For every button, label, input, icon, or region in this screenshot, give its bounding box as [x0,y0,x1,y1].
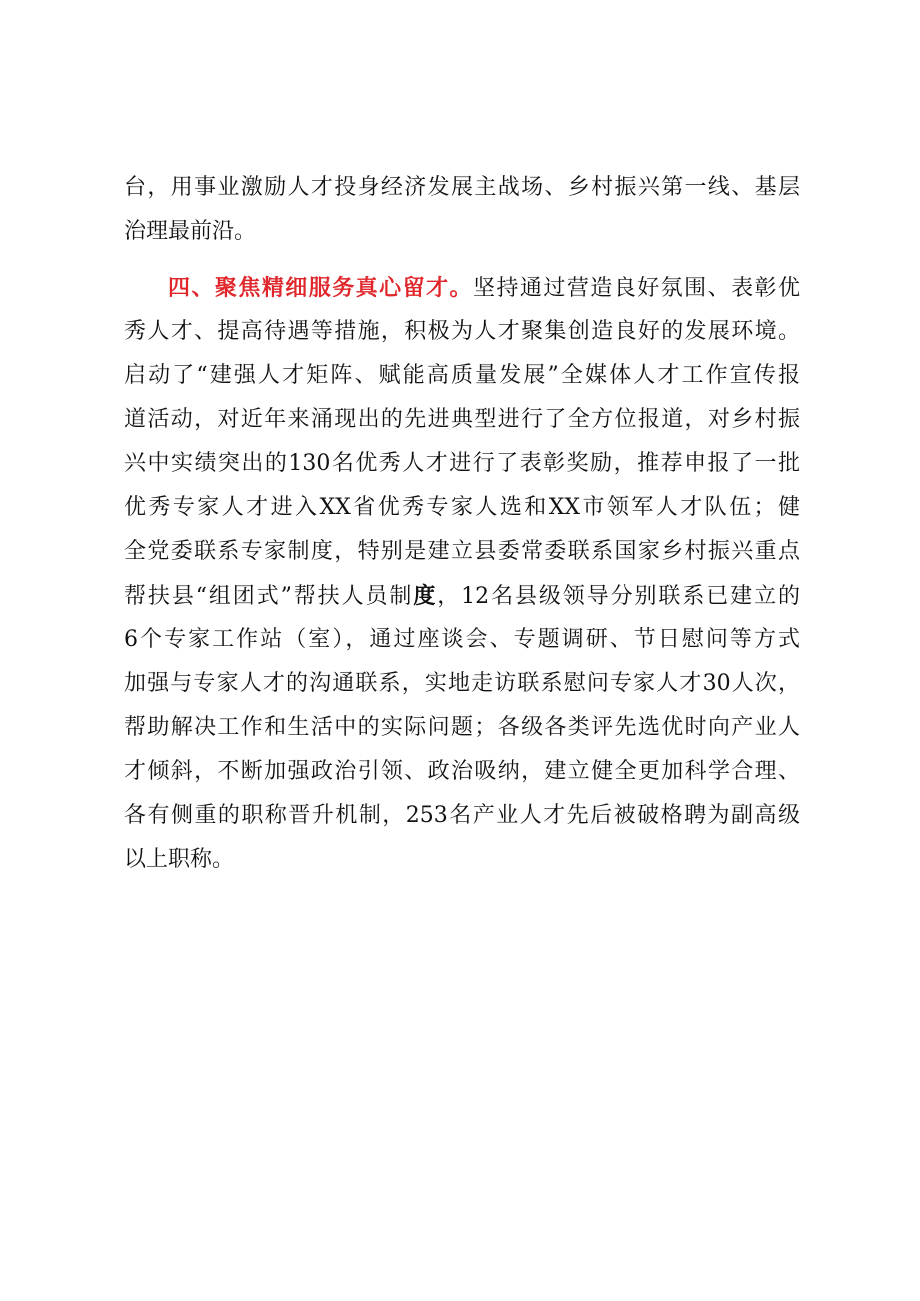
text-line: 各有侧重的职称晋升机制，253名产业人才先后被破格聘为副高级 [124,803,800,828]
text-segment: 帮扶县“组团式”帮扶人员制 [124,584,414,609]
text-line: 道活动，对近年来涌现出的先进典型进行了全方位报道，对乡村振 [124,407,800,432]
text-line: 以上职称。 [124,847,235,872]
text-line: 台，用事业激励人才投身经济发展主战场、乡村振兴第一线、基层 [124,175,800,200]
text-segment: 坚持通过营造良好氛围、表彰优 [473,276,800,301]
text-line: 加强与专家人才的沟通联系，实地走访联系慰问专家人才30人次， [124,671,800,696]
text-line: 帮助解决工作和生活中的实际问题；各级各类评先选优时向产业人 [124,715,800,740]
text-segment: ，12名县级领导分别联系已建立的 [437,584,800,609]
text-line: 兴中实绩突出的130名优秀人才进行了表彰奖励，推荐申报了一批 [124,451,800,476]
text-line [124,266,800,310]
text-line: 才倾斜，不断加强政治引领、政治吸纳，建立健全更加科学合理、 [124,759,800,784]
bold-text-segment: 度 [413,583,438,609]
paragraph-section-four [124,266,800,882]
text-line: 6个专家工作站（室），通过座谈会、专题调研、节日慰问等方式 [124,627,800,652]
text-line: 秀人才、提高待遇等措施，积极为人才聚集创造良好的发展环境。 [124,319,800,344]
text-line: 优秀专家人才进入XX省优秀专家人选和XX市领军人才队伍；健 [124,495,800,520]
text-line: 全党委联系专家制度，特别是建立县委常委联系国家乡村振兴重点 [124,539,800,564]
section-heading: 四、聚焦精细服务真心留才。 [168,275,473,301]
text-line [124,574,800,618]
text-line: 治理最前沿。 [124,219,257,244]
paragraph-continuation [124,166,800,254]
text-line: 启动了“建强人才矩阵、赋能高质量发展”全媒体人才工作宣传报 [124,363,800,388]
